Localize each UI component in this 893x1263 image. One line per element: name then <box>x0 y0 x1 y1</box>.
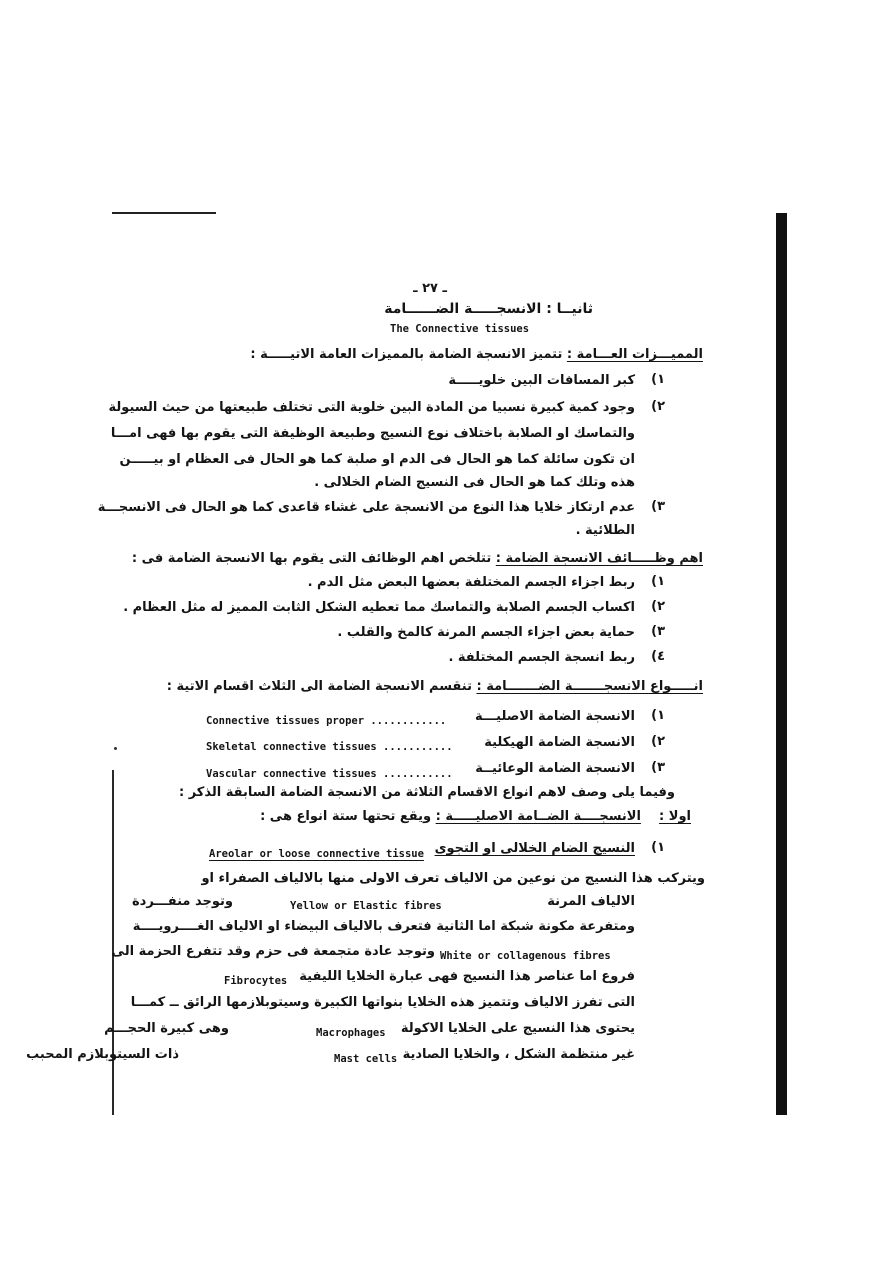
general-features-intro: تتميز الانسجة الضامة بالمميزات العامة الاتيـــــة : <box>250 347 563 362</box>
first-intro: ويقع تحتها ستة انواع هى : <box>260 809 432 824</box>
first-label: اولا : <box>659 809 691 824</box>
function-2-text: اكساب الجسم الصلابة والتماسك مما تعطيه الشكل الثابت المميز له مثل العظام . <box>123 600 635 615</box>
first-title: الانسجــــة الضــامة الاصليـــــة : <box>435 809 641 824</box>
areolar-line-2-arabic-end: وتوجد منفـــردة <box>132 894 233 909</box>
types-note: وفيما يلى وصف لاهم انواع الاقسام الثلاثة من الانسجة الضامة السابقة الذكر : <box>178 785 675 800</box>
areolar-line-5-arabic: فروع اما عناصر هذا النسيج فهى عبارة الخلايا الليفية <box>299 969 635 984</box>
areolar-line-4-english: White or collagenous fibres <box>440 950 611 962</box>
type-1-arabic: الانسجة الضامة الاصليـــة <box>474 709 635 724</box>
feature-2-line-2: والتماسك او الصلابة باختلاف نوع النسيج وطبيعة الوظيفة التى يقوم بها فهى امـــا <box>110 426 635 441</box>
areolar-line-7-english: Macrophages <box>316 1027 386 1039</box>
type-3-number: ٣) <box>651 760 665 775</box>
general-features-line <box>250 346 703 364</box>
functions-intro: تتلخص اهم الوظائف التى يقوم بها الانسجة الضامة فى : <box>131 551 492 566</box>
functions-title: اهم وظـــــائف الانسجة الضامة : <box>495 551 703 566</box>
feature-2-line-3: ان تكون سائلة كما هو الحال فى الدم او صلبة كما هو الحال فى العظام او بيـــــن <box>119 452 635 467</box>
type-3-arabic: الانسجة الضامة الوعائيــة <box>475 761 635 776</box>
function-4-text: ربط انسجة الجسم المختلفة . <box>448 650 635 665</box>
types-title: انـــــواع الانسجـــــــة الضـــــــامة : <box>476 679 703 694</box>
type-2-arabic: الانسجة الضامة الهيكلية <box>484 735 635 750</box>
function-3-number: ٣) <box>651 624 665 639</box>
areolar-line-2-english: Yellow or Elastic fibres <box>290 900 442 912</box>
feature-3-line-1: عدم ارتكاز خلايا هذا النوع من الانسجة على غشاء قاعدى كما هو الحال فى الانسجـــة <box>97 500 635 515</box>
type-1-english: Connective tissues proper ............ <box>206 715 447 727</box>
areolar-line-5-english: Fibrocytes <box>224 975 288 987</box>
function-1-number: ١) <box>651 574 665 589</box>
areolar-line-1: ويتركب هذا النسيج من نوعين من الالياف تعرف الاولى منها بالالياف الصفراء او <box>201 871 705 886</box>
function-1-text: ربط اجزاء الجسم المختلفة بعضها البعض مثل الدم . <box>307 575 635 590</box>
functions-line <box>132 550 703 568</box>
margin-dot <box>114 747 117 750</box>
first-item-english-title: Areolar or loose connective tissue <box>209 848 424 860</box>
function-3-text: حماية بعض اجزاء الجسم المرنة كالمخ والقلب . <box>337 625 635 640</box>
areolar-line-3: ومتفرعة مكونة شبكة اما الثانية فتعرف بالالياف البيضاء او الالياف الغــــرويــــة <box>132 919 635 934</box>
areolar-line-8-arabic: غير منتظمة الشكل ، والخلايا الصادية <box>402 1047 635 1062</box>
feature-3-number: ٣) <box>651 499 665 514</box>
function-4-number: ٤) <box>651 649 665 664</box>
areolar-line-7-arabic: يحتوى هذا النسيج على الخلايا الاكولة <box>400 1021 635 1036</box>
areolar-line-2-arabic: الالياف المرنة <box>547 894 635 909</box>
first-item-arabic-title: النسيج الضام الخلالى او التجوى <box>434 841 635 856</box>
type-3-english: Vascular connective tissues ........... <box>206 768 453 780</box>
first-item-number: ١) <box>651 840 665 855</box>
heading-english: The Connective tissues <box>390 323 530 335</box>
type-2-english: Skeletal connective tissues ........... <box>206 741 453 753</box>
feature-1-line-1: كبر المسافات البين خلويـــــة <box>448 373 635 388</box>
types-line <box>167 678 703 696</box>
areolar-line-8-english: Mast cells <box>334 1053 398 1065</box>
type-1-number: ١) <box>651 708 665 723</box>
feature-2-number: ٢) <box>651 399 665 414</box>
feature-3-line-2: الطلائية . <box>575 523 635 538</box>
frame-right-bar <box>776 213 787 1115</box>
general-features-title: المميـــزات العـــامة : <box>566 347 703 362</box>
types-intro: تنقسم الانسجة الضامة الى الثلاث اقسام الاتية : <box>166 679 472 694</box>
feature-2-line-4: هذه وتلك كما هو الحال فى النسيج الضام الخلالى . <box>314 475 635 490</box>
areolar-line-6: التى تفرز الالياف وتتميز هذه الخلايا بنواتها الكبيرة وسيتوبلازمها الرائق ــ كمـــا <box>130 995 635 1010</box>
areolar-line-7-arabic-end: وهى كبيرة الحجـــم <box>104 1021 229 1036</box>
function-2-number: ٢) <box>651 599 665 614</box>
areolar-line-8-arabic-end: ذات السيتوبلازم المحبب <box>26 1047 179 1062</box>
type-2-number: ٢) <box>651 734 665 749</box>
heading-arabic: ثانيــا : الانسجـــــة الضــــــامة <box>384 301 593 317</box>
feature-2-line-1: وجود كمية كبيرة نسبيا من المادة البين خلوية التى تختلف طبيعتها من حيث السيولة <box>108 400 635 415</box>
areolar-line-4-arabic: وتوجد عادة متجمعة فى حزم وقد تتفرع الحزمة الى <box>111 944 435 959</box>
feature-1-number: ١) <box>651 372 665 387</box>
frame-top-line <box>112 212 216 214</box>
first-section-line <box>260 808 691 826</box>
page-number: ـ ٢٧ ـ <box>413 281 447 296</box>
